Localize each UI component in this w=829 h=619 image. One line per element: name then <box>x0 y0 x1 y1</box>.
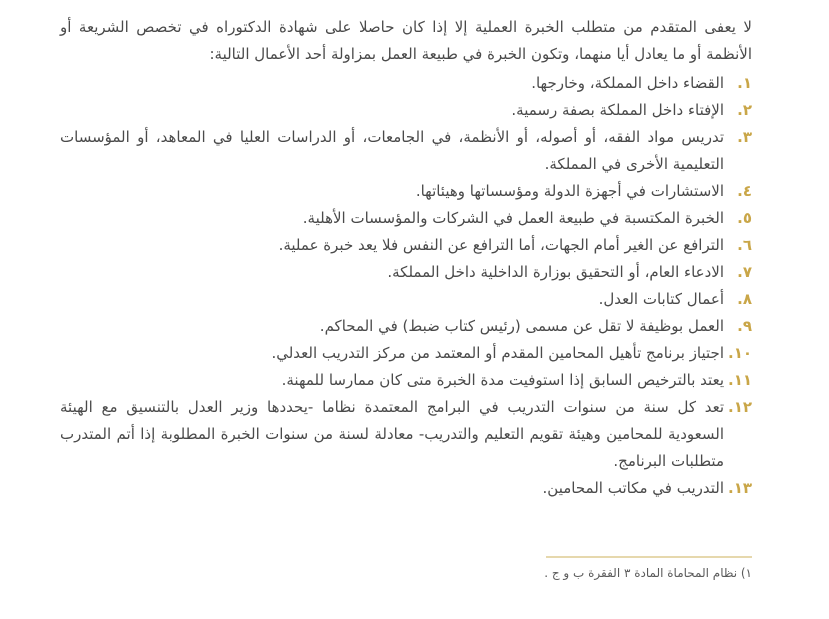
footnote-divider <box>546 556 752 558</box>
list-item <box>60 97 752 124</box>
item-number: ١٢. <box>727 398 752 416</box>
document-body <box>60 14 752 502</box>
item-text: الادعاء العام، أو التحقيق بوزارة الداخلية داخل المملكة. <box>387 263 724 281</box>
list-item <box>60 178 752 205</box>
item-number: ١١. <box>727 371 752 389</box>
list-item <box>60 232 752 259</box>
list-item <box>60 394 752 475</box>
item-text: أعمال كتابات العدل. <box>598 290 724 308</box>
item-number: ٦. <box>737 236 752 254</box>
item-number: ١٠. <box>727 344 752 362</box>
list-item <box>60 313 752 340</box>
item-text: التدريب في مكاتب المحامين. <box>542 479 724 497</box>
item-text: اجتياز برنامج تأهيل المحامين المقدم أو المعتمد من مركز التدريب العدلي. <box>271 344 724 362</box>
item-text: القضاء داخل المملكة، وخارجها. <box>531 74 724 92</box>
item-number: ٨. <box>737 290 752 308</box>
item-number: ٩. <box>737 317 752 335</box>
item-number: ٤. <box>737 182 752 200</box>
list-item <box>60 259 752 286</box>
item-text: الترافع عن الغير أمام الجهات، أما الترافع عن النفس فلا يعد خبرة عملية. <box>278 236 724 254</box>
list-item <box>60 286 752 313</box>
item-text: العمل بوظيفة لا تقل عن مسمى (رئيس كتاب ضبط) في المحاكم. <box>319 317 724 335</box>
item-number: ٥. <box>737 209 752 227</box>
item-text: تعد كل سنة من سنوات التدريب في البرامج المعتمدة نظاما -يحددها وزير العدل بالتنسيق مع الهيئة السعودية للمحامين وهيئة تقويم التعليم والتدريب- معادلة لسنة من سنوات الخبرة المطلوبة إذا أتم المتدرب متطلبات البرنامج. <box>60 398 724 470</box>
item-text: الخبرة المكتسبة في طبيعة العمل في الشركات والمؤسسات الأهلية. <box>302 209 724 227</box>
list-item <box>60 340 752 367</box>
item-text: تدريس مواد الفقه، أو أصوله، أو الأنظمة، في الجامعات، أو الدراسات العليا في المعاهد، أو المؤسسات التعليمية الأخرى في المملكة. <box>60 128 724 173</box>
intro-paragraph: لا يعفى المتقدم من متطلب الخبرة العملية إلا إذا كان حاصلا على شهادة الدكتوراه في تخصص الشريعة أو الأنظمة أو ما يعادل أيا منهما، وتكون الخبرة في طبيعة العمل بمزاولة أحد الأعمال التالية: <box>60 18 752 63</box>
item-text: الاستشارات في أجهزة الدولة ومؤسساتها وهيئاتها. <box>415 182 724 200</box>
item-number: ١٣. <box>727 479 752 497</box>
item-number: ٣. <box>737 128 752 146</box>
item-number: ٢. <box>737 101 752 119</box>
item-number: ١. <box>737 74 752 92</box>
list-item <box>60 205 752 232</box>
item-number: ٧. <box>737 263 752 281</box>
footnote: ١) نظام المحاماة المادة ٣ الفقرة ب و ج . <box>544 566 752 580</box>
experience-list <box>60 70 752 502</box>
item-text: الإفتاء داخل المملكة بصفة رسمية. <box>511 101 724 119</box>
list-item <box>60 70 752 97</box>
item-text: يعتد بالترخيص السابق إذا استوفيت مدة الخبرة متى كان ممارسا للمهنة. <box>281 371 724 389</box>
list-item <box>60 367 752 394</box>
list-item <box>60 475 752 502</box>
list-item <box>60 124 752 178</box>
